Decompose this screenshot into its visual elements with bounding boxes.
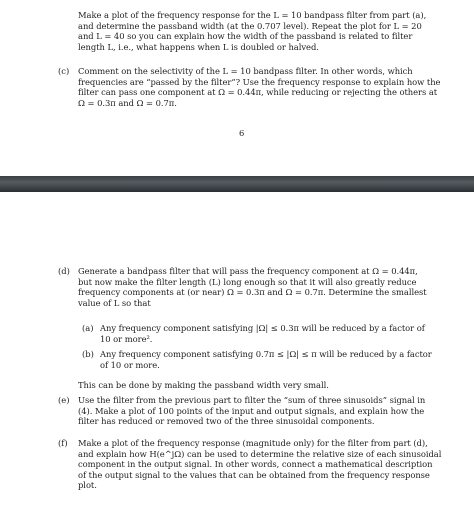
- item-e-label: (e): [58, 395, 70, 405]
- text-line: and L = 40 so you can explain how the width of the passband is related to filter: [78, 31, 413, 42]
- text-line: Make a plot of the frequency response (magnitude only) for the filter from part (d),: [78, 438, 428, 448]
- text-line: Ω = 0.3π and Ω = 0.7π.: [78, 97, 177, 108]
- sub-a-label: (a): [82, 323, 94, 333]
- page-number: 6: [239, 128, 245, 138]
- item-d-label: (d): [58, 266, 70, 276]
- text-line: (4). Make a plot of 100 points of the input and output signals, and explain how the: [78, 405, 425, 416]
- item-e-text: [78, 395, 425, 427]
- passband-note: [78, 380, 329, 391]
- sub-b-text: [100, 349, 432, 370]
- text-line: length L, i.e., what happens when L is doubled or halved.: [78, 41, 319, 52]
- document-page-bottom: [0, 192, 474, 516]
- item-d-text: [78, 266, 427, 308]
- text-line: of the output signal to the values that can be obtained from the frequency response: [78, 469, 430, 480]
- text-line: and explain how H(e^jΩ) can be used to determine the relative size of each sinusoidal: [78, 448, 442, 459]
- text-line: filter can pass one component at Ω = 0.44π, while reducing or rejecting the others at: [78, 87, 438, 98]
- text-line: and determine the passband width (at the 0.707 level). Repeat the plot for L = 20: [78, 20, 422, 31]
- item-f-text: [78, 438, 441, 491]
- text-line: Use the filter from the previous part to filter the “sum of three sinusoids” signal in: [78, 395, 426, 405]
- text-line: filter has reduced or removed two of the three sinusoidal components.: [78, 416, 375, 427]
- text-line: 10 or more².: [100, 333, 153, 344]
- text-line: Any frequency component satisfying 0.7π ≤ |Ω| ≤ π will be reduced by a factor: [100, 349, 432, 359]
- sub-a-text: [100, 323, 425, 344]
- text-line: component in the output signal. In other words, connect a mathematical description: [78, 459, 433, 470]
- part-b-continuation: [78, 10, 426, 52]
- page-divider: [0, 176, 474, 192]
- text-line: frequencies are “passed by the filter”? Use the frequency response to explain how the: [78, 76, 441, 87]
- text-line: This can be done by making the passband width very small.: [78, 380, 329, 390]
- text-line: value of L so that: [78, 297, 151, 308]
- document-page-top: [0, 0, 474, 176]
- text-line: Generate a bandpass filter that will pass the frequency component at Ω = 0.44π,: [78, 266, 418, 276]
- text-line: of 10 or more.: [100, 359, 160, 370]
- item-c-label: (c): [58, 66, 70, 76]
- sub-b-label: (b): [82, 349, 94, 359]
- text-line: frequency components at (or near) Ω = 0.3π and Ω = 0.7π. Determine the smallest: [78, 287, 427, 298]
- text-line: but now make the filter length (L) long enough so that it will also greatly reduce: [78, 276, 417, 287]
- item-f-label: (f): [58, 438, 68, 448]
- text-line: Comment on the selectivity of the L = 10 bandpass filter. In other words, which: [78, 66, 413, 76]
- text-line: plot.: [78, 480, 97, 491]
- text-line: Make a plot of the frequency response for the L = 10 bandpass filter from part (a),: [78, 10, 427, 20]
- text-line: Any frequency component satisfying |Ω| ≤ 0.3π will be reduced by a factor of: [100, 323, 425, 333]
- item-c-text: [78, 66, 440, 108]
